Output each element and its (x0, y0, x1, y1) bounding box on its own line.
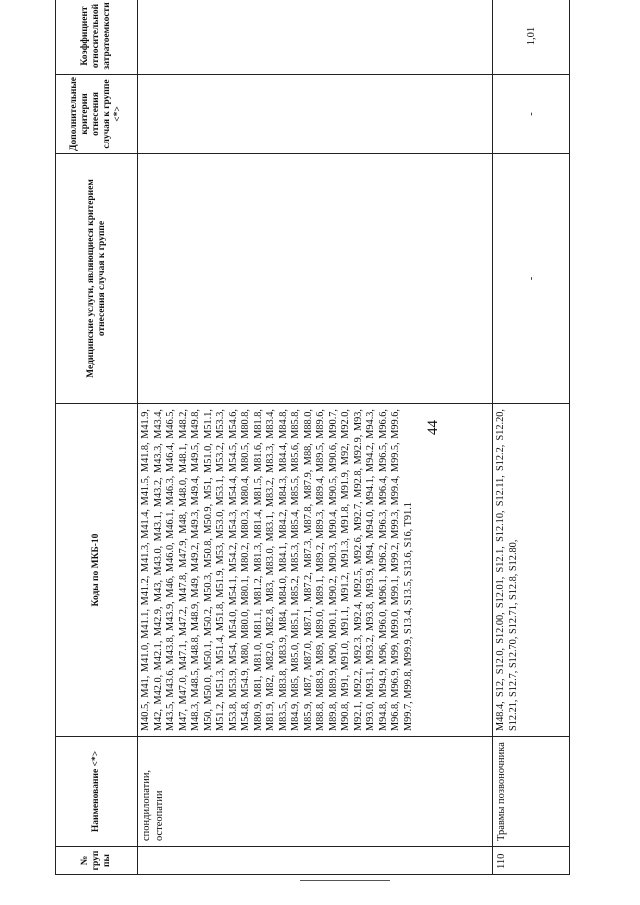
row-extra (137, 75, 492, 154)
table-row (137, 0, 492, 875)
header-coef: Коэффициент относительной затратоемкости (55, 0, 137, 75)
row-codes: M40.5, M41, M41.0, M41.1, M41.2, M41.3, M41.4, M41.5, M41.8, M41.9, M42, M42.0, M42.1, M42.9, M43, M43.0, M43.1, M43.2, M43.3, M43.4, M43.5, M43.6, M43.8, M43.9, M46, M46.0, M46.1, M46.3, M46.4, M46.5, M47, M47.0, M47.1, M47.2, M47.8, M47.9, M48, M48.0, M48.1, M48.2, M48.3, M48.5, M48.8, M48.9, M49, M49.2, M49.3, M49.4, M49.5, M49.8, M50, M50.0, M50.1, M50.2, M50.3, M50.8, M50.9, M51, M51.0, M51.1, M51.2, M51.3, M51.4, M51.8, M51.9, M53, M53.0, M53.1, M53.2, M53.3, M53.8, M53.9, M54, M54.0, M54.1, M54.2, M54.3, M54.4, M54.5, M54.6, M54.8, M54.9, M80, M80.0, M80.1, M80.2, M80.3, M80.4, M80.5, M80.8, M80.9, M81, M81.0, M81.1, M81.2, M81.3, M81.4, M81.5, M81.6, M81.8, M81.9, M82, M82.0, M82.8, M83, M83.0, M83.1, M83.2, M83.3, M83.4, M83.5, M83.8, M83.9, M84, M84.0, M84.1, M84.2, M84.3, M84.4, M84.8, M84.9, M85, M85.0, M85.1, M85.2, M85.3, M85.4, M85.5, M85.6, M85.8, M85.9, M87, M87.0, M87.1, M87.2, M87.3, M87.8, M87.9, M88, M88.0, M88.8, M88.9, M89, M89.0, M89.1, M89.2, M89.3, M89.4, M89.5, M89.6, M89.8, M89.9, M90, M90.1, M90.2, M90.3, M90.4, M90.5, M90.6, M90.7, M90.8, M91, M91.0, M91.1, M91.2, M91.3, M91.8, M91.9, M92, M92.0, M92.1, M92.2, M92.3, M92.4, M92.5, M92.6, M92.7, M92.8, M92.9, M93, M93.0, M93.1, M93.2, M93.8, M93.9, M94, M94.0, M94.1, M94.2, M94.3, M94.8, M94.9, M96, M96.0, M96.1, M96.2, M96.3, M96.4, M96.5, M96.6, M96.8, M96.9, M99, M99.0, M99.1, M99.2, M99.3, M99.4, M99.5, M99.6, M99.7, M99.8, M99.9, S13.4, S13.5, S13.6, S16, T91.1 (137, 404, 492, 737)
table-header-row (55, 0, 137, 875)
row-name: Травмы позвоночника (492, 737, 570, 847)
header-num: № груп пы (55, 847, 137, 875)
page-number: 44 (425, 420, 441, 435)
table-row (492, 0, 570, 875)
row-services: - (492, 154, 570, 404)
row-coef: 1,01 (492, 0, 570, 75)
row-num: 110 (492, 847, 570, 875)
header-services: Медицинские услуги, являющиеся критерием отнесения случая к группе (55, 154, 137, 404)
row-coef (137, 0, 492, 75)
header-codes: Коды по МКБ-10 (55, 404, 137, 737)
header-name: Наименование <*> (55, 737, 137, 847)
ksg-table (55, 0, 570, 875)
row-name: спондилопатии, остеопатии (137, 737, 492, 847)
row-services (137, 154, 492, 404)
row-extra: - (492, 75, 570, 154)
footer-separator-line (300, 880, 390, 881)
header-extra: Дополнительные критерии отнесения случая к группе <*> (55, 75, 137, 154)
row-codes: M48.4, S12, S12.0, S12.00, S12.01, S12.1, S12.10, S12.11, S12.2, S12.20, S12.21, S12.7, S12.70, S12.71, S12.8, S12.80, (492, 404, 570, 737)
row-num (137, 847, 492, 875)
